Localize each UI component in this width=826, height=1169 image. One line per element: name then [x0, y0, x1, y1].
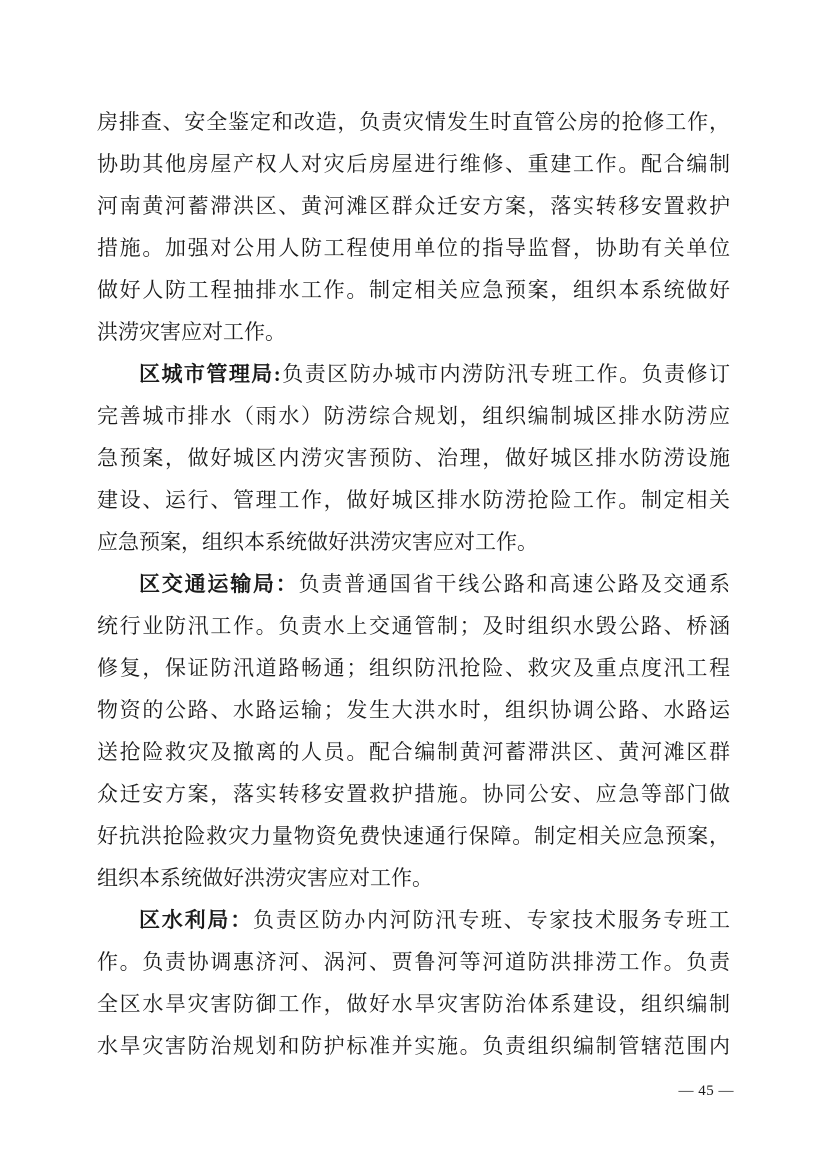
section-heading: 区城市管理局: — [139, 362, 281, 386]
text-line: 建设、运行、管理工作，做好城区排水防涝抢险工作。制定相关 — [97, 488, 730, 512]
section-heading: 区交通运输局： — [139, 572, 299, 596]
text-line: 送抢险救灾及撤离的人员。配合编制黄河蓄滞洪区、黄河滩区群 — [97, 740, 730, 764]
text-line: 做好人防工程抽排水工作。制定相关应急预案，组织本系统做好 — [97, 278, 730, 302]
document-body — [97, 101, 730, 1067]
text-line — [97, 563, 730, 605]
text-line: 物资的公路、水路运输；发生大洪水时，组织协调公路、水路运 — [97, 698, 730, 722]
section-text: 负责普通国省干线公路和高速公路及交通系 — [298, 572, 730, 596]
paragraph-continuation — [97, 101, 730, 353]
text-line: 措施。加强对公用人防工程使用单位的指导监督，协助有关单位 — [97, 236, 730, 260]
text-line — [97, 899, 730, 941]
text-line: 完善城市排水（雨水）防涝综合规划，组织编制城区排水防涝应 — [97, 404, 730, 428]
paragraph-transport-bureau — [97, 563, 730, 899]
text-line: 房排查、安全鉴定和改造，负责灾情发生时直管公房的抢修工作， — [97, 110, 730, 134]
text-line — [97, 353, 730, 395]
text-line: 组织本系统做好洪涝灾害应对工作。 — [97, 866, 433, 890]
paragraph-water-resources-bureau — [97, 899, 730, 1067]
text-line: 水旱灾害防治规划和防护标准并实施。负责组织编制管辖范围内 — [97, 1034, 730, 1058]
text-line: 洪涝灾害应对工作。 — [97, 320, 286, 344]
page-number: — 45 — — [678, 1083, 734, 1099]
text-line: 应急预案，组织本系统做好洪涝灾害应对工作。 — [97, 530, 538, 554]
text-line: 统行业防汛工作。负责水上交通管制；及时组织水毁公路、桥涵 — [97, 614, 730, 638]
text-line: 作。负责协调惠济河、涡河、贾鲁河等河道防洪排涝工作。负责 — [97, 950, 730, 974]
text-line: 急预案，做好城区内涝灾害预防、治理，做好城区排水防涝设施 — [97, 446, 730, 470]
text-line: 协助其他房屋产权人对灾后房屋进行维修、重建工作。配合编制 — [97, 152, 730, 176]
text-line: 众迁安方案，落实转移安置救护措施。协同公安、应急等部门做 — [97, 782, 730, 806]
section-heading: 区水利局： — [139, 908, 253, 932]
text-line: 好抗洪抢险救灾力量物资免费快速通行保障。制定相关应急预案， — [97, 824, 730, 848]
paragraph-city-management-bureau — [97, 353, 730, 563]
text-line: 全区水旱灾害防御工作，做好水旱灾害防治体系建设，组织编制 — [97, 992, 730, 1016]
section-text: 负责区防办城市内涝防汛专班工作。负责修订 — [280, 362, 730, 386]
text-line: 河南黄河蓄滞洪区、黄河滩区群众迁安方案，落实转移安置救护 — [97, 194, 730, 218]
text-line: 修复，保证防汛道路畅通；组织防汛抢险、救灾及重点度汛工程 — [97, 656, 730, 680]
section-text: 负责区防办内河防汛专班、专家技术服务专班工 — [253, 908, 730, 932]
